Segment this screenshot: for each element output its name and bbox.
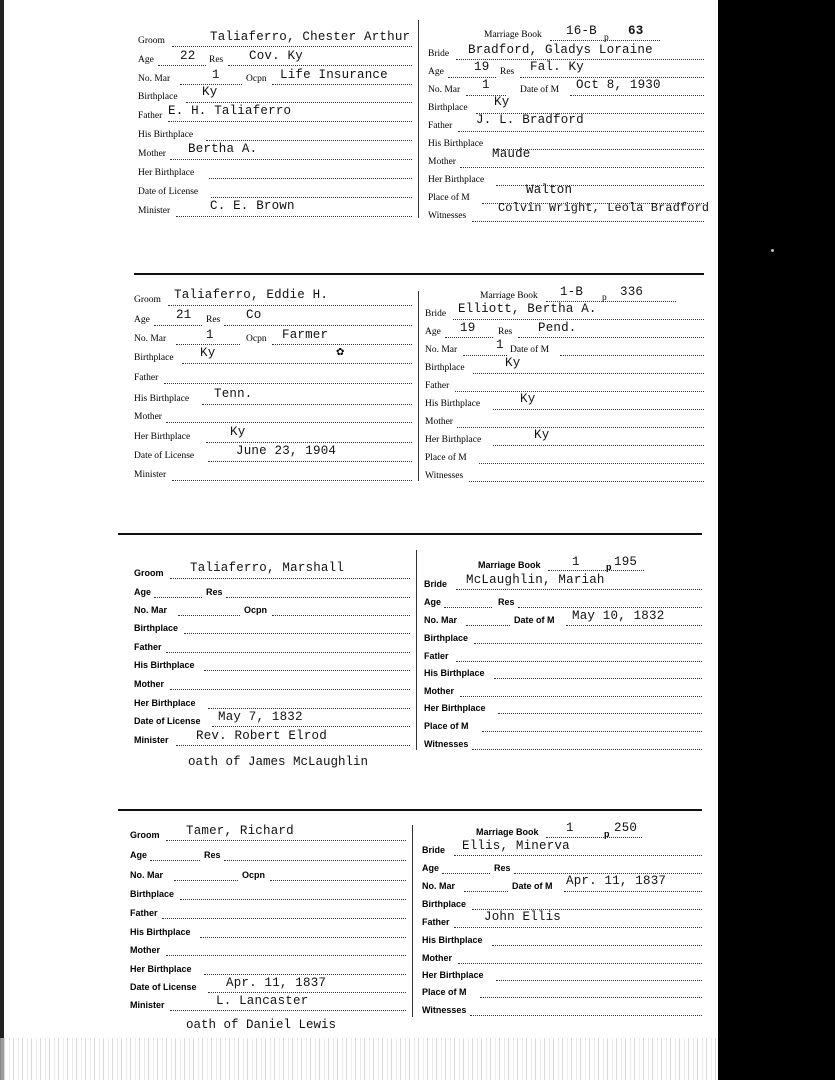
label-bride: Bride (424, 579, 448, 589)
groom-ocpn: Farmer (282, 328, 329, 342)
bride-res: Fal. Ky (530, 60, 584, 74)
label-bride-age: Age (424, 597, 442, 607)
bride-place-of-m: Walton (526, 183, 573, 197)
label-bride-birthplace: Birthplace (422, 899, 467, 909)
label-bride-mother: Mother (428, 157, 456, 167)
label-her-birthplace: Her Birthplace (134, 432, 191, 442)
label-bride-res: Res (500, 67, 515, 77)
scan-noise (0, 1038, 718, 1080)
label-date-of-license: Date of License (138, 187, 199, 197)
label-res: Res (206, 315, 221, 325)
groom-res: Co (246, 308, 262, 322)
column-divider (412, 825, 413, 1017)
label-bride-birthplace: Birthplace (425, 363, 465, 373)
label-page: p (602, 293, 607, 303)
label-minister: Minister (134, 735, 169, 745)
label-date-of-m: Date of M (514, 615, 555, 625)
bride-name: Bradford, Gladys Loraine (468, 43, 653, 57)
record-separator (118, 809, 702, 811)
groom-no-mar: 1 (206, 328, 214, 342)
label-her-birthplace: Her Birthplace (138, 168, 195, 178)
label-bride-birthplace: Birthplace (428, 103, 468, 113)
label-place-of-m: Place of M (424, 721, 469, 731)
groom-mother: Bertha A. (188, 142, 258, 156)
scan-speck (771, 249, 774, 252)
bride-date-of-m: Apr. 11, 1837 (566, 874, 667, 888)
bride-marriage-book: 16-B (566, 24, 597, 38)
scan-margin (718, 0, 835, 1080)
label-bride: Bride (422, 845, 446, 855)
label-bride-his-birthplace: His Birthplace (425, 399, 481, 409)
label-marriage-book: Marriage Book (478, 560, 541, 570)
bride-mother: Maude (492, 147, 531, 161)
groom-name: Taliaferro, Marshall (190, 561, 345, 575)
label-bride-res: Res (498, 327, 513, 337)
label-witnesses: Witnesses (422, 1005, 467, 1015)
groom-her-birthplace: Ky (230, 425, 246, 439)
label-age: Age (130, 850, 148, 860)
label-age: Age (134, 315, 150, 325)
label-date-of-m: Date of M (510, 345, 550, 355)
label-place-of-m: Place of M (425, 453, 467, 463)
label-res: Res (209, 55, 224, 65)
record-separator (134, 273, 704, 275)
column-divider (418, 20, 419, 218)
label-his-birthplace: His Birthplace (134, 660, 195, 670)
label-father: Father (134, 373, 159, 383)
label-date-of-license: Date of License (134, 451, 195, 461)
label-mother: Mother (134, 679, 164, 689)
label-bride: Bride (428, 49, 450, 59)
label-bride-her-birthplace: Her Birthplace (424, 703, 486, 713)
label-father: Father (130, 908, 158, 918)
label-ocpn: Ocpn (244, 605, 268, 615)
bride-age: 19 (474, 60, 490, 74)
groom-name: Tamer, Richard (186, 824, 294, 838)
groom-minister: C. E. Brown (210, 199, 295, 213)
label-bride-age: Age (425, 327, 441, 337)
label-her-birthplace: Her Birthplace (130, 964, 192, 974)
label-bride-res: Res (494, 863, 511, 873)
label-bride-mother: Mother (425, 417, 453, 427)
label-page: p (606, 562, 612, 572)
label-age: Age (134, 587, 152, 597)
bride-name: Ellis, Minerva (462, 839, 570, 853)
label-bride-his-birthplace: His Birthplace (428, 139, 484, 149)
label-res: Res (204, 850, 221, 860)
label-minister: Minister (134, 470, 167, 480)
label-page: p (604, 33, 609, 43)
groom-birthplace: Ky (200, 346, 216, 360)
label-place-of-m: Place of M (422, 987, 467, 997)
bride-age: 19 (460, 321, 476, 335)
label-ocpn: Ocpn (242, 870, 266, 880)
label-mother: Mother (138, 149, 166, 159)
label-bride-birthplace: Birthplace (424, 633, 469, 643)
bride-his-birthplace: Ky (520, 392, 536, 406)
bride-res: Pend. (538, 321, 577, 335)
label-date-of-m: Date of M (520, 85, 560, 95)
label-bride-res: Res (498, 597, 515, 607)
label-ocpn: Ocpn (246, 74, 267, 84)
label-bride-her-birthplace: Her Birthplace (428, 175, 485, 185)
label-witnesses: Witnesses (428, 211, 467, 221)
label-bride-age: Age (422, 863, 440, 873)
label-groom: Groom (138, 36, 165, 46)
label-bride-no-mar: No. Mar (428, 85, 461, 95)
groom-name: Taliaferro, Eddie H. (174, 288, 329, 302)
bride-father: John Ellis (484, 910, 562, 924)
bride-birthplace: Ky (505, 356, 521, 370)
label-groom: Groom (134, 568, 164, 578)
label-ocpn: Ocpn (246, 334, 267, 344)
label-mother: Mother (130, 945, 160, 955)
label-bride-mother: Mother (424, 686, 454, 696)
label-no-mar: No. Mar (130, 870, 164, 880)
label-birthplace: Birthplace (138, 92, 178, 102)
label-bride-no-mar: No. Mar (424, 615, 458, 625)
bride-marriage-book: 1-B (560, 285, 584, 299)
label-his-birthplace: His Birthplace (134, 394, 190, 404)
bride-marriage-book: 1 (566, 821, 574, 835)
label-minister: Minister (130, 1000, 165, 1010)
label-bride: Bride (425, 309, 447, 319)
bride-no-mar: 1 (496, 338, 504, 352)
label-res: Res (206, 587, 223, 597)
label-witnesses: Witnesses (425, 471, 464, 481)
label-marriage-book: Marriage Book (480, 291, 538, 301)
label-her-birthplace: Her Birthplace (134, 698, 196, 708)
bride-page: 63 (628, 24, 644, 38)
column-divider (418, 291, 419, 481)
bride-page: 336 (620, 285, 644, 299)
column-divider (416, 550, 417, 750)
groom-res: Cov. Ky (249, 49, 303, 63)
groom-father: E. H. Taliaferro (168, 104, 292, 118)
bride-page: 195 (614, 555, 638, 569)
label-bride-his-birthplace: His Birthplace (424, 668, 485, 678)
label-bride-no-mar: No. Mar (425, 345, 458, 355)
label-place-of-m: Place of M (428, 193, 470, 203)
label-date-of-license: Date of License (130, 982, 197, 992)
groom-no-mar: 1 (212, 68, 220, 82)
label-bride-her-birthplace: Her Birthplace (425, 435, 482, 445)
label-birthplace: Birthplace (134, 353, 174, 363)
label-date-of-m: Date of M (512, 881, 553, 891)
bride-date-of-m: May 10, 1832 (572, 609, 665, 623)
label-bride-father: Fatler (424, 651, 449, 661)
label-father: Father (134, 642, 162, 652)
bride-marriage-book: 1 (572, 555, 580, 569)
label-bride-father: Father (428, 121, 453, 131)
label-age: Age (138, 55, 154, 65)
bride-name: McLaughlin, Mariah (466, 573, 605, 587)
groom-minister: L. Lancaster (216, 994, 309, 1008)
bride-page: 250 (614, 821, 638, 835)
bride-father: J. L. Bradford (476, 113, 584, 127)
oath-note: oath of Daniel Lewis (186, 1018, 337, 1032)
bride-date-of-m: Oct 8, 1930 (576, 78, 661, 92)
label-groom: Groom (134, 295, 161, 305)
label-his-birthplace: His Birthplace (130, 927, 191, 937)
bride-name: Elliott, Bertha A. (458, 302, 597, 316)
label-date-of-license: Date of License (134, 716, 201, 726)
groom-minister: Rev. Robert Elrod (196, 729, 327, 743)
label-marriage-book: Marriage Book (484, 30, 542, 40)
label-page: p (604, 829, 610, 839)
label-bride-age: Age (428, 67, 444, 77)
bride-her-birthplace: Ky (534, 428, 550, 442)
groom-date-of-license: Apr. 11, 1837 (226, 976, 327, 990)
groom-age: 21 (176, 308, 192, 322)
groom-name: Taliaferro, Chester Arthur (210, 30, 411, 44)
groom-birthplace: Ky (202, 85, 218, 99)
record-separator (118, 533, 702, 535)
bride-birthplace: Ky (494, 95, 510, 109)
bride-no-mar: 1 (482, 78, 490, 92)
bride-witnesses: Colvin Wright, Leola Bradford (498, 201, 710, 215)
label-groom: Groom (130, 830, 160, 840)
groom-age: 22 (180, 49, 196, 63)
label-no-mar: No. Mar (138, 74, 171, 84)
label-bride-no-mar: No. Mar (422, 881, 456, 891)
label-witnesses: Witnesses (424, 739, 469, 749)
label-bride-her-birthplace: Her Birthplace (422, 970, 484, 980)
label-bride-mother: Mother (422, 953, 452, 963)
label-birthplace: Birthplace (134, 623, 179, 633)
groom-his-birthplace: Tenn. (214, 387, 253, 401)
label-mother: Mother (134, 412, 162, 422)
label-no-mar: No. Mar (134, 334, 167, 344)
label-his-birthplace: His Birthplace (138, 130, 194, 140)
ink-blot-mark: ✿ (336, 347, 345, 358)
label-marriage-book: Marriage Book (476, 827, 539, 837)
label-minister: Minister (138, 206, 171, 216)
groom-date-of-license: June 23, 1904 (236, 444, 337, 458)
label-father: Father (138, 111, 163, 121)
groom-ocpn: Life Insurance (280, 68, 388, 82)
label-no-mar: No. Mar (134, 605, 168, 615)
label-birthplace: Birthplace (130, 889, 175, 899)
label-bride-his-birthplace: His Birthplace (422, 935, 483, 945)
label-bride-father: Father (422, 917, 450, 927)
oath-note: oath of James McLaughlin (188, 755, 369, 769)
label-bride-father: Father (425, 381, 450, 391)
groom-date-of-license: May 7, 1832 (218, 710, 303, 724)
